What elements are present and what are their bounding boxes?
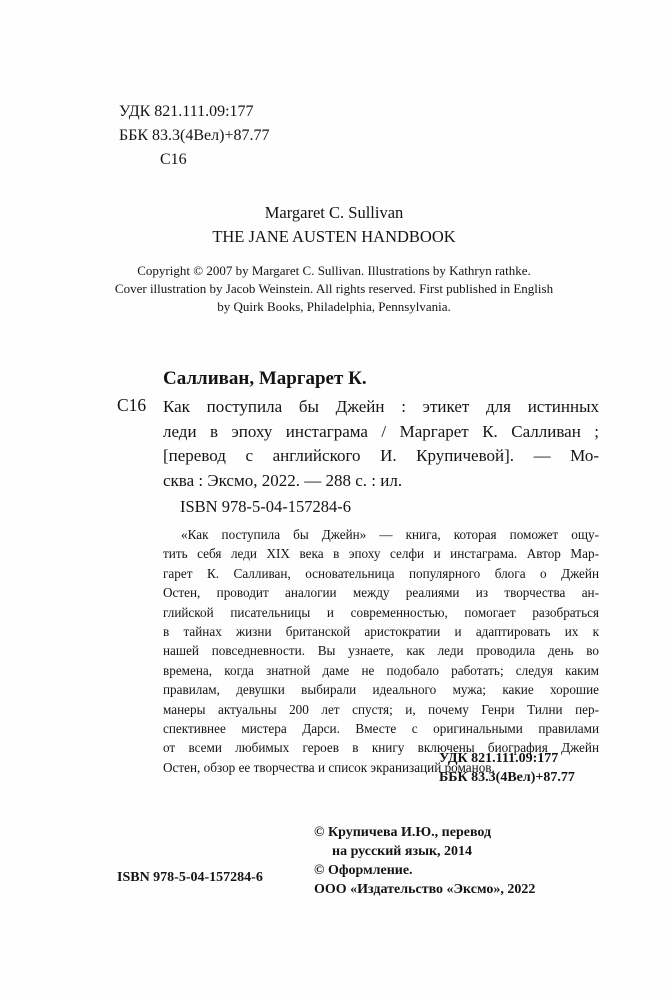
cutter-code-top: С16 xyxy=(160,151,187,168)
copyright-block xyxy=(314,823,535,899)
rights-line: by Quirk Books, Philadelphia, Pennsylvania. xyxy=(217,299,451,314)
biblio-line: [перевод с английского И. Крупичевой]. — Мо- xyxy=(163,446,599,465)
abstract-line: в тайнах жизни британской аристократии и адаптировать их к xyxy=(163,623,599,639)
biblio-line: Как поступила бы Джейн : этикет для истинных xyxy=(163,397,599,416)
classification-codes-bottom xyxy=(439,749,575,787)
rights-line: Cover illustration by Jacob Weinstein. All rights reserved. First published in English xyxy=(114,281,554,296)
isbn-bottom: ISBN 978-5-04-157284-6 xyxy=(117,870,263,885)
author-heading: Салливан, Маргарет К. xyxy=(163,368,367,389)
isbn-main: ISBN 978-5-04-157284-6 xyxy=(180,497,351,516)
abstract-line: Остен, обзор ее творчества и список экранизаций романов. xyxy=(163,759,495,775)
abstract-line: нашей повседневности. Вы узнаете, как леди проводила день во xyxy=(163,643,599,659)
copyright-line: © Оформление. xyxy=(314,863,413,878)
abstract-line: правилам, девушки выбирали идеального мужа; какие хорошие xyxy=(163,682,599,698)
abstract-line: Остен, проводит аналогии между реалиями из творчества ан- xyxy=(163,585,599,601)
abstract xyxy=(163,525,599,777)
rights-notice xyxy=(0,262,668,316)
abstract-line: тить себя леди XIX века в эпоху селфи и инстаграма. Автор Мар- xyxy=(163,546,599,562)
udk-code-bottom: УДК 821.111.09:177 xyxy=(439,751,559,766)
abstract-line: спективнее мистера Дарси. Вместе с оригинальными правилами xyxy=(163,720,599,736)
bibliographic-description xyxy=(163,395,599,493)
original-author: Margaret C. Sullivan xyxy=(264,203,404,222)
abstract-line: глийской писательницы и современностью, помогает разобраться xyxy=(163,604,599,620)
copyright-line: © Крупичева И.Ю., перевод xyxy=(314,825,492,840)
abstract-line: «Как поступила бы Джейн» — книга, которая поможет ощу- xyxy=(181,527,599,542)
rights-line: Copyright © 2007 by Margaret C. Sullivan. Illustrations by Kathryn rathke. xyxy=(137,263,531,278)
biblio-line: сква : Эксмо, 2022. — 288 с. : ил. xyxy=(163,470,403,490)
biblio-line: леди в эпоху инстаграма / Маргарет К. Салливан ; xyxy=(163,421,599,441)
cutter-code-left: С16 xyxy=(117,395,147,415)
bbk-code-bottom: ББК 83.3(4Вел)+87.77 xyxy=(439,770,575,785)
bbk-code-top: ББК 83.3(4Вел)+87.77 xyxy=(119,127,270,144)
abstract-line: времена, когда знатной даме не подобало работать; следуя каким xyxy=(163,662,599,678)
copyright-line: ООО «Издательство «Эксмо», 2022 xyxy=(314,882,536,897)
abstract-line: манеры актуальны 200 лет спустя; и, почему Генри Тилни пер- xyxy=(163,701,599,717)
original-title: THE JANE AUSTEN HANDBOOK xyxy=(212,227,456,246)
abstract-line: от всеми любимых героев в книгу включены биография Джейн xyxy=(163,740,599,756)
abstract-line: гарет К. Салливан, основательница популярного блога о Джейн xyxy=(163,565,599,581)
copyright-line: на русский язык, 2014 xyxy=(332,844,473,859)
udk-code-top: УДК 821.111.09:177 xyxy=(119,103,254,120)
